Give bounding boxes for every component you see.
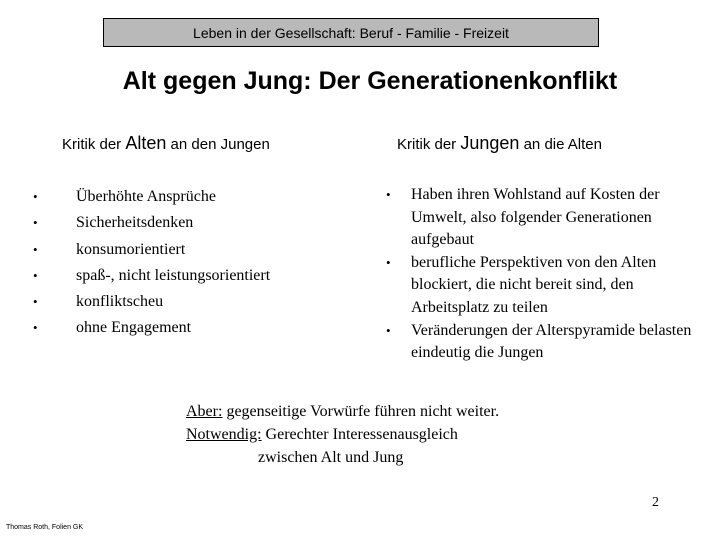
left-column-heading — [62, 131, 270, 157]
list-item-text: konsumorientiert — [76, 240, 186, 258]
list-item-text: Veränderungen der Alterspyramide belasten eindeutig die Jungen — [411, 321, 692, 362]
bullet-icon: • — [386, 254, 391, 270]
list-item-text: konfliktscheu — [76, 293, 164, 311]
footer-credit: Thomas Roth, Folien GK — [6, 524, 84, 531]
bullet-icon: • — [33, 267, 38, 283]
bullet-icon: • — [33, 320, 38, 336]
bullet-icon: • — [386, 322, 391, 338]
list-item-text: ohne Engagement — [76, 319, 192, 337]
list-item — [33, 315, 270, 341]
bullet-icon: • — [33, 294, 38, 310]
right-bullet-list — [386, 184, 701, 365]
left-heading-emphasis: Alten — [125, 133, 167, 153]
bullet-icon: • — [33, 189, 38, 204]
right-column-heading — [397, 131, 602, 157]
note-text-aber: gegenseitige Vorwürfe führen nicht weiter. — [222, 403, 500, 420]
header-banner: Leben in der Gesellschaft: Beruf - Familie - Freizeit — [103, 18, 599, 47]
list-item — [33, 263, 271, 289]
page-title: Alt gegen Jung: Der Generationenkonflikt — [122, 67, 618, 95]
right-heading-emphasis: Jungen — [460, 133, 520, 153]
list-item — [33, 289, 270, 315]
bullet-icon: • — [386, 187, 391, 202]
list-item — [386, 320, 701, 365]
bullet-icon: • — [33, 241, 38, 257]
left-bullet-list — [33, 184, 271, 342]
right-heading-pre: Kritik der — [397, 136, 461, 153]
note-text-notwendig: Gerechter Interessenausgleich — [261, 426, 458, 443]
note-label-aber: Aber: — [186, 403, 223, 420]
list-item-text: Sicherheitsdenken — [76, 214, 194, 232]
list-item — [33, 237, 270, 263]
right-heading-post: an die Alten — [519, 136, 602, 153]
list-item-text: spaß-, nicht leistungsorientiert — [76, 266, 271, 284]
left-heading-pre: Kritik der — [62, 136, 126, 153]
note-label-notwendig: Notwendig: — [186, 426, 262, 443]
list-item — [386, 252, 701, 320]
conclusion-note — [186, 400, 499, 469]
list-item-text: Überhöhte Ansprüche — [76, 188, 216, 205]
list-item-text: berufliche Perspektiven von den Alten blockiert, die nicht bereit sind, den Arbeitsplatz zu teilen — [411, 253, 657, 316]
list-item — [33, 210, 270, 236]
page-number: 2 — [652, 495, 659, 510]
note-text-continuation: zwischen Alt und Jung — [258, 449, 404, 466]
list-item-text: Haben ihren Wohlstand auf Kosten der Umwelt, also folgender Generationen aufgebaut — [411, 186, 660, 249]
list-item — [386, 184, 701, 252]
bullet-icon: • — [33, 215, 38, 231]
left-heading-post: an den Jungen — [166, 136, 270, 153]
list-item — [33, 184, 270, 210]
